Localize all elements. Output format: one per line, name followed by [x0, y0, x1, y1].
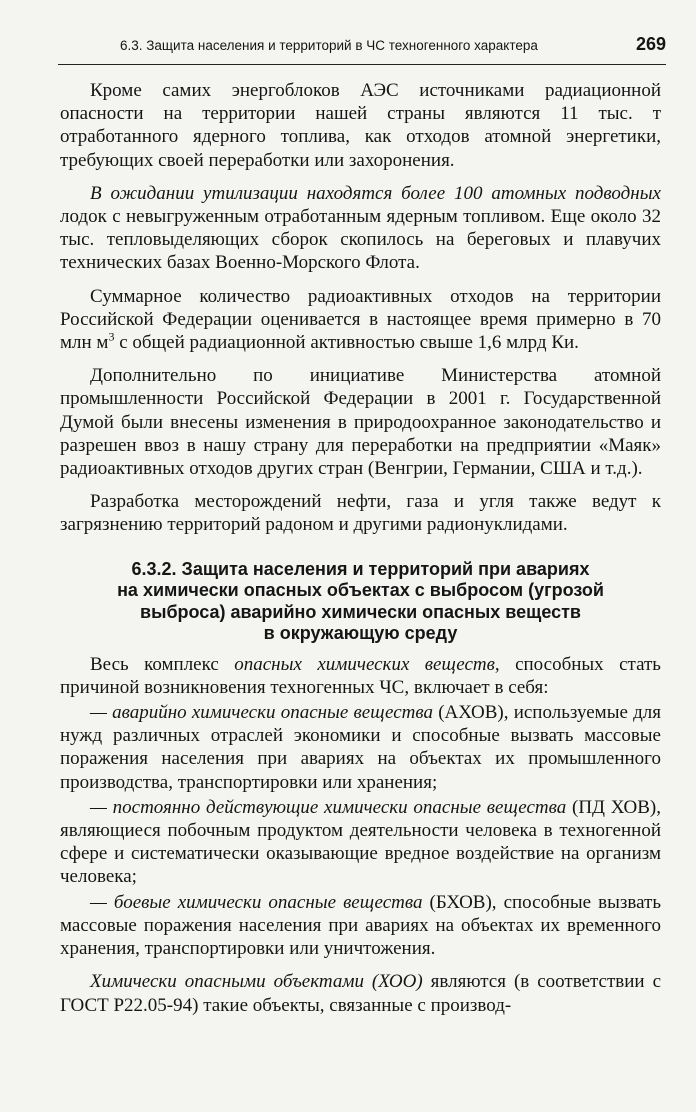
running-header-title: 6.3. Защита населения и территорий в ЧС техногенного характера — [120, 38, 538, 53]
superscript-cubic: 3 — [108, 329, 115, 344]
paragraph-nuclear-fuel: Кроме самих энергоблоков АЭС источниками радиационной опасности на территории нашей страны являются 11 тыс. т отработанного ядерного топлива, как отходов атомной энергетики, требующих своей переработки или захоронения. — [60, 80, 661, 171]
text-intro-after: , способных стать причиной возникновения техногенных ЧС, включает в себя: — [60, 653, 661, 698]
italic-ahov: — аварийно химически опасные вещества — [90, 702, 434, 724]
italic-submarines: В ожидании утилизации находятся более 100 атомных подводных — [90, 182, 661, 204]
section-heading-line: 6.3.2. Защита населения и территорий при авариях — [131, 558, 590, 579]
section-heading-line: в окружающую среду — [263, 623, 458, 644]
text-pd-hov: (ПД ХОВ), являющиеся побочным продуктом деятельности человека в техногенной сфере и систематически оказывающие вредное воздействие на организм человека; — [60, 796, 661, 888]
italic-hoo: Химически опасными объектами (ХОО) — [90, 971, 423, 993]
italic-dangerous-chemicals: опасных химических веществ — [234, 653, 495, 675]
paragraph-chemicals-intro — [60, 653, 661, 699]
text-hoo: являются (в соответствии с ГОСТ Р22.05-94) такие объекты, связанные с производ- — [60, 971, 662, 1016]
italic-pd-hov: — постоянно действующие химически опасные вещества — [90, 796, 567, 818]
list-item-ahov — [60, 701, 661, 794]
section-heading — [70, 559, 651, 645]
running-header — [58, 34, 666, 60]
paragraph-mayak: Дополнительно по инициативе Министерства атомной промышленности Российской Федерации в 2001 г. Государственной Думой были внесены изменения в природоохранное законодательство и разрешен ввоз в нашу страну для переработки на предприятии «Маяк» радиоактивных отходов других стран (Венгрии, Германии, США и т.д.). — [60, 365, 661, 480]
paragraph-hoo — [60, 970, 661, 1016]
italic-bhov: — боевые химически опасные вещества — [90, 891, 423, 913]
text-ahov: (АХОВ), используемые для нужд различных отраслей экономики и способные вызвать массовые поражения населения при авариях на объектах их промышленного производства, транспортировки или хранения; — [60, 702, 661, 793]
paragraph-radon: Разработка месторождений нефти, газа и угля также ведут к загрязнению территорий радоном и другими радионуклидами. — [60, 491, 661, 536]
text-submarines: лодок с невыгруженным отработанным ядерным топливом. Еще около 32 тыс. тепловыделяющих сборок скопилось на береговых и плавучих технических базах Военно-Морского Флота. — [60, 206, 661, 274]
text-waste-after: с общей радиационной активностью свыше 1,6 млрд Ки. — [114, 332, 579, 354]
list-item-bhov — [60, 891, 661, 961]
header-rule — [58, 64, 666, 65]
page-number: 269 — [635, 34, 666, 54]
text-bhov: (БХОВ), способные вызвать массовые поражения населения при авариях на объектах их временного хранения, транспортировки или уничтожения. — [60, 891, 662, 960]
section-heading-line: выброса) аварийно химически опасных веществ — [140, 601, 581, 622]
list-item-pd-hov — [60, 796, 661, 889]
section-heading-line: на химически опасных объектах с выбросом (угрозой — [117, 580, 604, 601]
paragraph-radioactive-waste — [60, 285, 661, 355]
paragraph-submarines — [60, 182, 661, 275]
text-waste-before: Суммарное количество радиоактивных отходов на территории Российской Федерации оценивается в настоящее время примерно в 70 млн м — [60, 285, 661, 354]
text-intro-before: Весь комплекс — [90, 653, 235, 675]
page-body — [60, 79, 661, 1027]
